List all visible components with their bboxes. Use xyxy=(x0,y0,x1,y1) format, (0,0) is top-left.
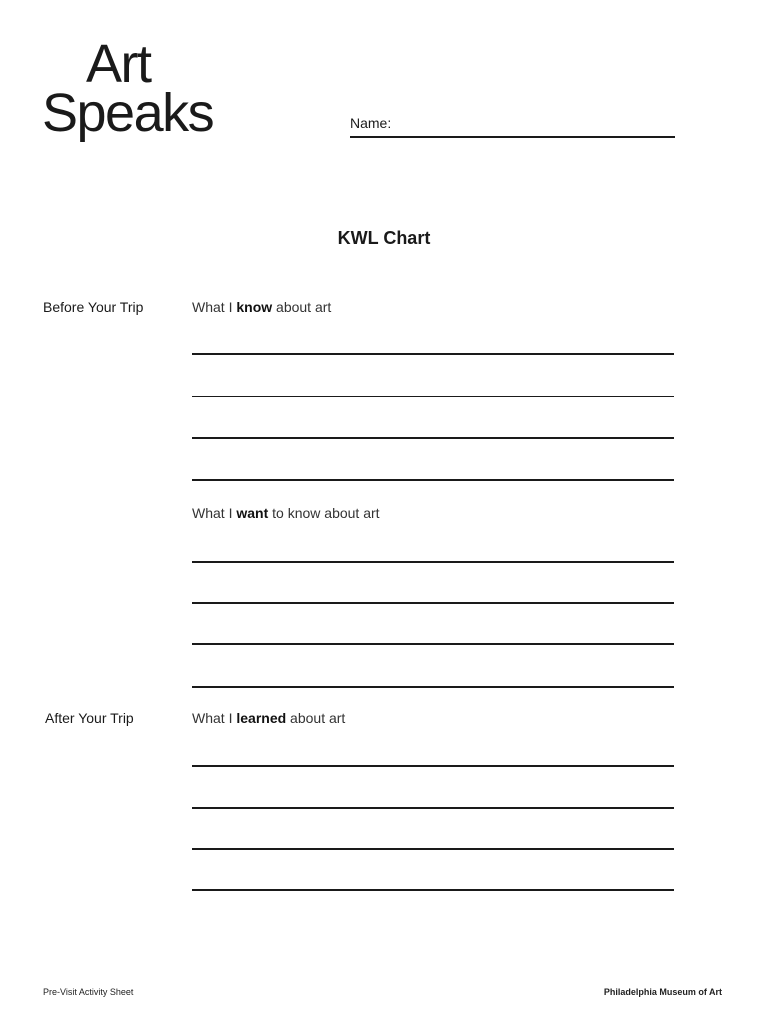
know-answer-line-1[interactable] xyxy=(192,353,674,355)
learned-answer-line-3[interactable] xyxy=(192,848,674,850)
prompt-know xyxy=(192,299,331,315)
logo-line-speaks: Speaks xyxy=(42,83,214,143)
prompt-know-bold: know xyxy=(236,299,273,315)
name-field[interactable] xyxy=(350,114,675,138)
learned-answer-line-4[interactable] xyxy=(192,889,674,891)
before-trip-label: Before Your Trip xyxy=(43,299,144,315)
prompt-know-post: about art xyxy=(272,299,332,315)
know-answer-line-3[interactable] xyxy=(192,437,674,439)
prompt-want-pre: What I xyxy=(192,505,237,521)
after-trip-label: After Your Trip xyxy=(45,710,134,726)
art-speaks-logo xyxy=(42,34,214,143)
want-answer-line-4[interactable] xyxy=(192,686,674,688)
prompt-want xyxy=(192,505,380,521)
want-answer-line-2[interactable] xyxy=(192,602,674,604)
prompt-know-pre: What I xyxy=(192,299,237,315)
page-title: KWL Chart xyxy=(337,228,431,248)
know-answer-line-2[interactable] xyxy=(192,396,674,397)
name-label: Name: xyxy=(350,115,392,131)
logo-line-art: Art xyxy=(86,34,151,94)
prompt-learned xyxy=(192,710,345,726)
prompt-want-bold: want xyxy=(236,505,269,521)
learned-answer-line-2[interactable] xyxy=(192,807,674,809)
footer-left: Pre-Visit Activity Sheet xyxy=(43,987,134,997)
footer-right: Philadelphia Museum of Art xyxy=(603,987,722,997)
know-answer-line-4[interactable] xyxy=(192,479,674,481)
prompt-learned-bold: learned xyxy=(236,710,287,726)
want-answer-line-3[interactable] xyxy=(192,643,674,645)
prompt-want-post: to know about art xyxy=(268,505,380,521)
want-answer-line-1[interactable] xyxy=(192,561,674,563)
learned-answer-line-1[interactable] xyxy=(192,765,674,767)
prompt-learned-post: about art xyxy=(286,710,346,726)
prompt-learned-pre: What I xyxy=(192,710,237,726)
